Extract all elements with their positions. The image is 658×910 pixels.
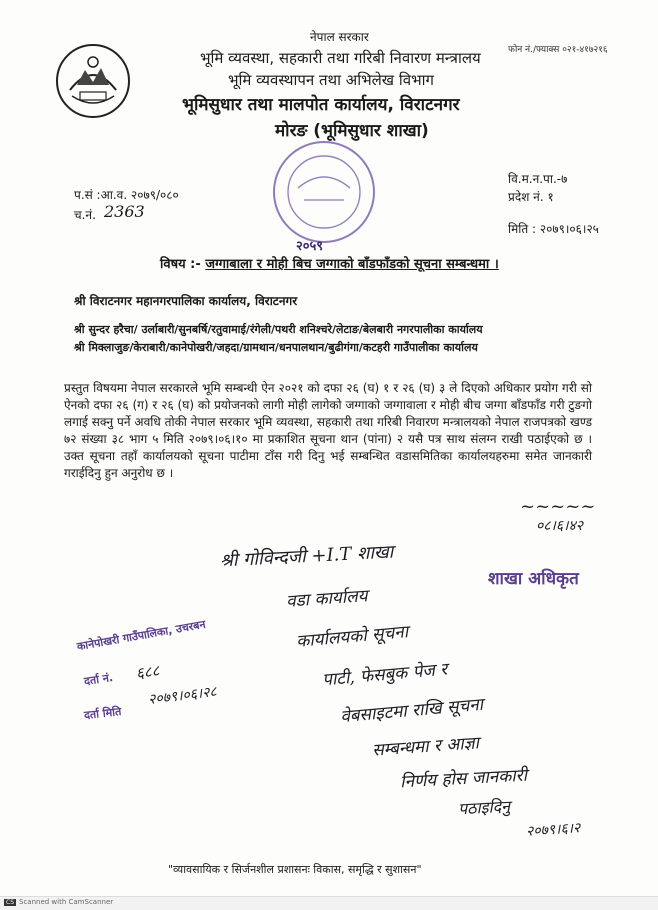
scanner-badge: CS — [6, 899, 14, 906]
handwritten-line-1: श्री गोविन्दजी +I.T शाखा — [219, 541, 394, 572]
handwritten-line-4: पाटी, फेसबुक पेज र — [321, 659, 448, 691]
addressee-rural-municipalities: श्री मिक्लाजुङ/केराबारी/कानेपोखरी/जहदा/ग्रामथान/धनपालथान/बुढीगंगा/कटहरी गाउँपालीका कार्यालय — [74, 341, 478, 354]
handwritten-line-2: वडा कार्यालय — [285, 586, 369, 612]
header-ministry: भूमि व्यवस्था, सहकारी तथा गरिबी निवारण मन्त्रालय — [200, 49, 481, 67]
header-department: भूमि व्यवस्थापन तथा अभिलेख विभाग — [228, 71, 434, 89]
receipt-date-label: दर्ता मिति — [83, 705, 122, 722]
addressee-municipalities: श्री सुन्दर हरैचा/ उर्लाबारी/सुनबर्षि/रतुवामाई/रंगेली/पथरी शनिश्चरे/लेटाङ/बेलबारी नगरपालीका कार्यालय — [74, 323, 483, 336]
handwritten-line-3: कार्यालयको सूचना — [295, 622, 409, 652]
office-seal-stamp — [268, 136, 380, 248]
handwritten-line-5: वेबसाइटमा राखि सूचना — [339, 694, 484, 728]
vmnpa-ref: वि.म.न.पा.-७ — [508, 172, 568, 186]
header-office: भूमिसुधार तथा मालपोत कार्यालय, विराटनगर — [182, 95, 460, 115]
province-ref: प्रदेश नं. १ — [508, 190, 554, 204]
ps-ref: प.सं :आ.व. २०७९/०८० — [74, 188, 179, 202]
receipt-darta-value: ६८८ — [134, 661, 161, 683]
subject-line — [160, 254, 499, 272]
letter-date: मिति : २०७९।०६।२५ — [508, 222, 599, 236]
scanner-watermark — [4, 898, 113, 906]
chn-value: 2363 — [104, 202, 145, 221]
nepal-government-emblem-icon — [52, 40, 134, 122]
subject-label: विषय :- — [160, 257, 201, 272]
officer-signature: ~~~~~ — [520, 496, 596, 517]
subject-text: जग्गाबाला र मोही बिच जग्गाको बाँडफाँडको सूचना सम्बन्धमा । — [205, 257, 499, 272]
handwritten-line-8: पठाइदिनु — [457, 796, 511, 819]
chn-label: च.नं. — [74, 208, 96, 222]
header-branch: मोरङ (भूमिसुधार शाखा) — [275, 121, 429, 141]
addressee-municipality: श्री विराटनगर महानगरपालिका कार्यालय, विराटनगर — [74, 294, 298, 308]
receipt-date-value: २०७९।०६।२८ — [147, 683, 218, 709]
handwritten-line-7: निर्णय होस जानकारी — [399, 765, 528, 793]
signature-date: ०८।६।४२ — [536, 518, 584, 534]
footer-motto: "व्यावसायिक र सिर्जनशील प्रशासनः विकास, समृद्धि र सुशासन" — [168, 863, 422, 876]
letter-body: प्रस्तुत विषयमा नेपाल सरकारले भूमि सम्बन्धी ऐन २०२१ को दफा २६ (घ) १ र २६ (घ) ३ ले दिएको अधिकार प्रयोग गरी सो ऐनको दफा २६ (ग) र २६ (घ) को प्रयोजनको लागी मोही लागेको जग्गाको जग्गावाला र मोही बीच जग्गा बाँडफाँड गरी टुङगो लगाई सक्नु पर्ने अवधि तोकी नेपाल सरकार भूमि व्यवस्था, सहकारी तथा गरिबी निवारण मन्त्रालयको नेपाल राजपत्रको खण्ड ७२ संख्या ३८ भाग ५ मिति २०७९।०६।१० मा प्रकाशित सूचना थान (पांना) २ यसै पत्र साथ संलग्न राखी पठाईएको छ । उक्त सूचना तहाँ कार्यालयको सूचना पाटीमा टाँस गरी दिनु भई सम्बन्धित वडासमितिका कार्यालयहरुमा समेत जानकारी गराईदिनु हुन अनुरोध छ । — [64, 381, 592, 480]
header-nepal-government: नेपाल सरकार — [310, 30, 369, 44]
handwritten-sign-date: २०७९।६।२ — [525, 820, 581, 840]
header-phone: फोन नं./फ्याक्स ०२१-४१७२१६ — [508, 45, 608, 55]
handwritten-line-6: सम्बन्धमा र आज्ञा — [371, 733, 480, 761]
office-seal-number: २०५९ — [296, 239, 324, 254]
receipt-darta-label: दर्ता नं. — [83, 671, 114, 688]
scanner-text: Scanned with CamScanner — [19, 898, 114, 906]
branch-officer-stamp: शाखा अधिकृत — [488, 569, 579, 589]
receipt-stamp-org: कानेपोखरी गाउँपालिका, उचरबन — [75, 617, 207, 654]
